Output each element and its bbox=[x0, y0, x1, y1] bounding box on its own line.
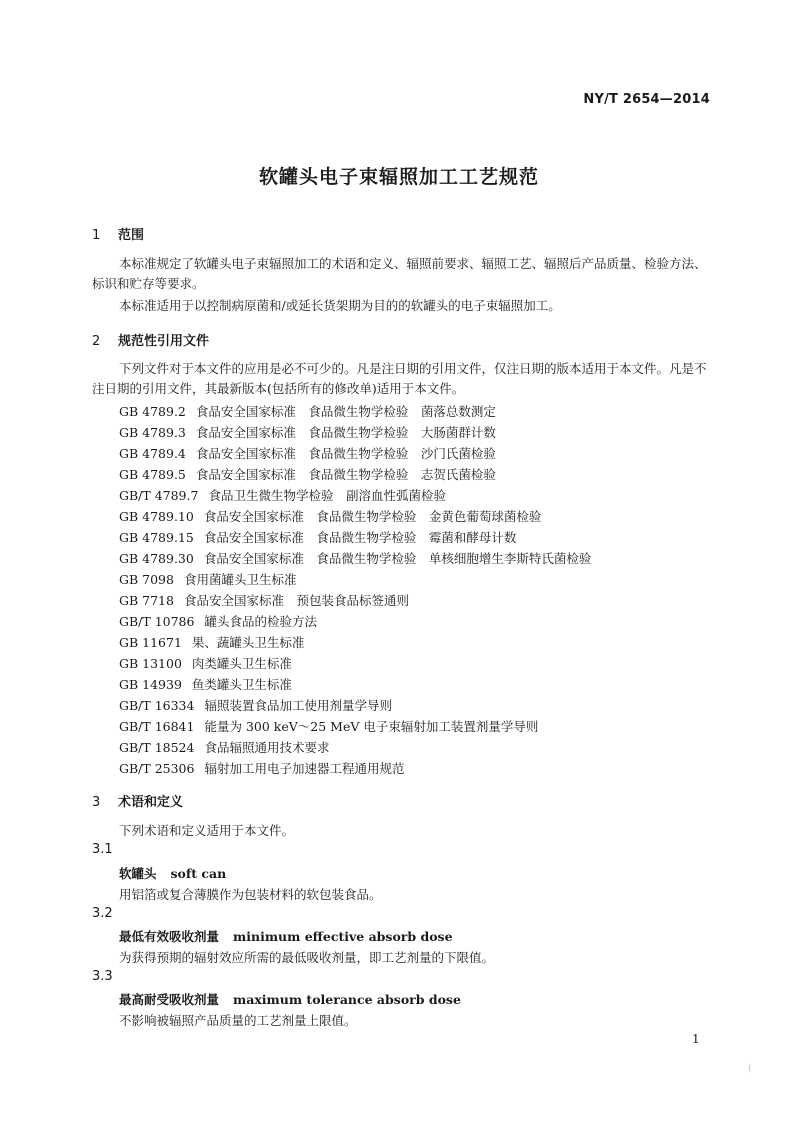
reference-title: 辐照装置食品加工使用剂量学导则 bbox=[204, 698, 392, 713]
reference-title: 食品安全国家标准 食品微生物学检验 菌落总数测定 bbox=[195, 404, 496, 419]
term-definition: 为获得预期的辐射效应所需的最低吸收剂量，即工艺剂量的下限值。 bbox=[119, 950, 495, 965]
section-heading bbox=[92, 330, 209, 349]
paragraph: 本标准适用于以控制病原菌和/或延长货架期为目的的软罐头的电子束辐照加工。 bbox=[119, 298, 561, 313]
term-definition: 用铝箔或复合薄膜作为包装材料的软包装食品。 bbox=[119, 887, 382, 902]
term-definition: 不影响被辐照产品质量的工艺剂量上限值。 bbox=[119, 1013, 357, 1028]
reference-title: 食品安全国家标准 食品微生物学检验 大肠菌群计数 bbox=[195, 425, 496, 440]
reference-item bbox=[119, 486, 446, 504]
reference-item bbox=[119, 507, 541, 525]
reference-item bbox=[119, 591, 409, 609]
subsection-number: 3.2 bbox=[92, 906, 113, 921]
reference-code: GB 4789.4 bbox=[119, 446, 186, 461]
reference-item bbox=[119, 570, 296, 588]
section-number: 1 bbox=[92, 228, 101, 243]
reference-item bbox=[119, 549, 591, 567]
paragraph: 下列文件对于本文件的应用是必不可少的。凡是注日期的引用文件，仅注日期的版本适用于本文件。凡是不注日期的引用文件，其最新版本(包括所有的修改单)适用于本文件。 bbox=[92, 361, 707, 396]
reference-code: GB/T 25306 bbox=[119, 761, 195, 776]
reference-code: GB 4789.3 bbox=[119, 425, 186, 440]
reference-title: 食品辐照通用技术要求 bbox=[204, 740, 330, 755]
reference-title: 食品安全国家标准 食品微生物学检验 霉菌和酵母计数 bbox=[203, 530, 517, 545]
term-chinese: 最低有效吸收剂量 bbox=[119, 929, 220, 944]
reference-title: 食品卫生微生物学检验 副溶血性弧菌检验 bbox=[208, 488, 446, 503]
reference-item bbox=[119, 444, 496, 462]
reference-item bbox=[119, 654, 292, 672]
reference-code: GB 11671 bbox=[119, 635, 182, 650]
reference-title: 食品安全国家标准 预包装食品标签通则 bbox=[183, 593, 409, 608]
reference-item bbox=[119, 675, 292, 693]
reference-item bbox=[119, 633, 304, 651]
reference-item bbox=[119, 402, 496, 420]
reference-title: 食品安全国家标准 食品微生物学检验 沙门氏菌检验 bbox=[195, 446, 496, 461]
reference-code: GB/T 4789.7 bbox=[119, 488, 199, 503]
section-title: 范围 bbox=[118, 228, 145, 243]
reference-item bbox=[119, 738, 329, 756]
reference-title: 食用菌罐头卫生标准 bbox=[183, 572, 297, 587]
section-number: 3 bbox=[92, 795, 101, 810]
section-title: 规范性引用文件 bbox=[118, 334, 210, 349]
reference-title: 罐头食品的检验方法 bbox=[204, 614, 317, 629]
reference-title: 食品安全国家标准 食品微生物学检验 志贺氏菌检验 bbox=[195, 467, 496, 482]
reference-title: 肉类罐头卫生标准 bbox=[191, 656, 292, 671]
reference-title: 食品安全国家标准 食品微生物学检验 单核细胞增生李斯特氏菌检验 bbox=[203, 551, 592, 566]
reference-code: GB 4789.5 bbox=[119, 467, 186, 482]
reference-code: GB/T 10786 bbox=[119, 614, 195, 629]
reference-code: GB/T 16334 bbox=[119, 698, 195, 713]
reference-code: GB 7718 bbox=[119, 593, 174, 608]
reference-title: 鱼类罐头卫生标准 bbox=[191, 677, 292, 692]
section-heading bbox=[92, 224, 144, 243]
reference-item bbox=[119, 696, 392, 714]
subsection-number: 3.3 bbox=[92, 969, 113, 984]
reference-code: GB/T 18524 bbox=[119, 740, 195, 755]
term-english: soft can bbox=[170, 866, 227, 881]
reference-item bbox=[119, 612, 317, 630]
document-code: NY/T 2654—2014 bbox=[583, 92, 710, 107]
reference-code: GB 7098 bbox=[119, 572, 174, 587]
subsection-number: 3.1 bbox=[92, 842, 113, 857]
reference-item bbox=[119, 528, 516, 546]
edge-mark: ( bbox=[748, 1064, 752, 1074]
reference-code: GB 4789.2 bbox=[119, 404, 186, 419]
section-number: 2 bbox=[92, 334, 101, 349]
reference-title: 能量为 300 keV～25 MeV 电子束辐射加工装置剂量学导则 bbox=[204, 719, 539, 734]
document-title: 软罐头电子束辐照加工工艺规范 bbox=[258, 166, 539, 188]
reference-item bbox=[119, 465, 496, 483]
reference-code: GB 14939 bbox=[119, 677, 182, 692]
reference-code: GB 4789.10 bbox=[119, 509, 194, 524]
reference-code: GB 4789.30 bbox=[119, 551, 194, 566]
reference-code: GB 4789.15 bbox=[119, 530, 194, 545]
reference-code: GB 13100 bbox=[119, 656, 182, 671]
term-entry bbox=[119, 927, 453, 945]
term-entry bbox=[119, 990, 461, 1008]
reference-title: 辐射加工用电子加速器工程通用规范 bbox=[204, 761, 405, 776]
paragraph: 下列术语和定义适用于本文件。 bbox=[119, 823, 295, 838]
page-number: 1 bbox=[692, 1032, 700, 1046]
section-heading bbox=[92, 791, 183, 810]
reference-item bbox=[119, 423, 496, 441]
term-chinese: 最高耐受吸收剂量 bbox=[119, 992, 220, 1007]
reference-item bbox=[119, 717, 538, 735]
term-chinese: 软罐头 bbox=[119, 866, 157, 881]
reference-code: GB/T 16841 bbox=[119, 719, 195, 734]
term-entry bbox=[119, 864, 226, 882]
term-english: maximum tolerance absorb dose bbox=[233, 992, 461, 1007]
term-english: minimum effective absorb dose bbox=[233, 929, 453, 944]
reference-item bbox=[119, 759, 404, 777]
reference-title: 食品安全国家标准 食品微生物学检验 金黄色葡萄球菌检验 bbox=[203, 509, 542, 524]
paragraph: 本标准规定了软罐头电子束辐照加工的术语和定义、辐照前要求、辐照工艺、辐照后产品质量、检验方法、标识和贮存等要求。 bbox=[92, 256, 707, 291]
section-title: 术语和定义 bbox=[118, 795, 184, 810]
reference-title: 果、蔬罐头卫生标准 bbox=[191, 635, 305, 650]
